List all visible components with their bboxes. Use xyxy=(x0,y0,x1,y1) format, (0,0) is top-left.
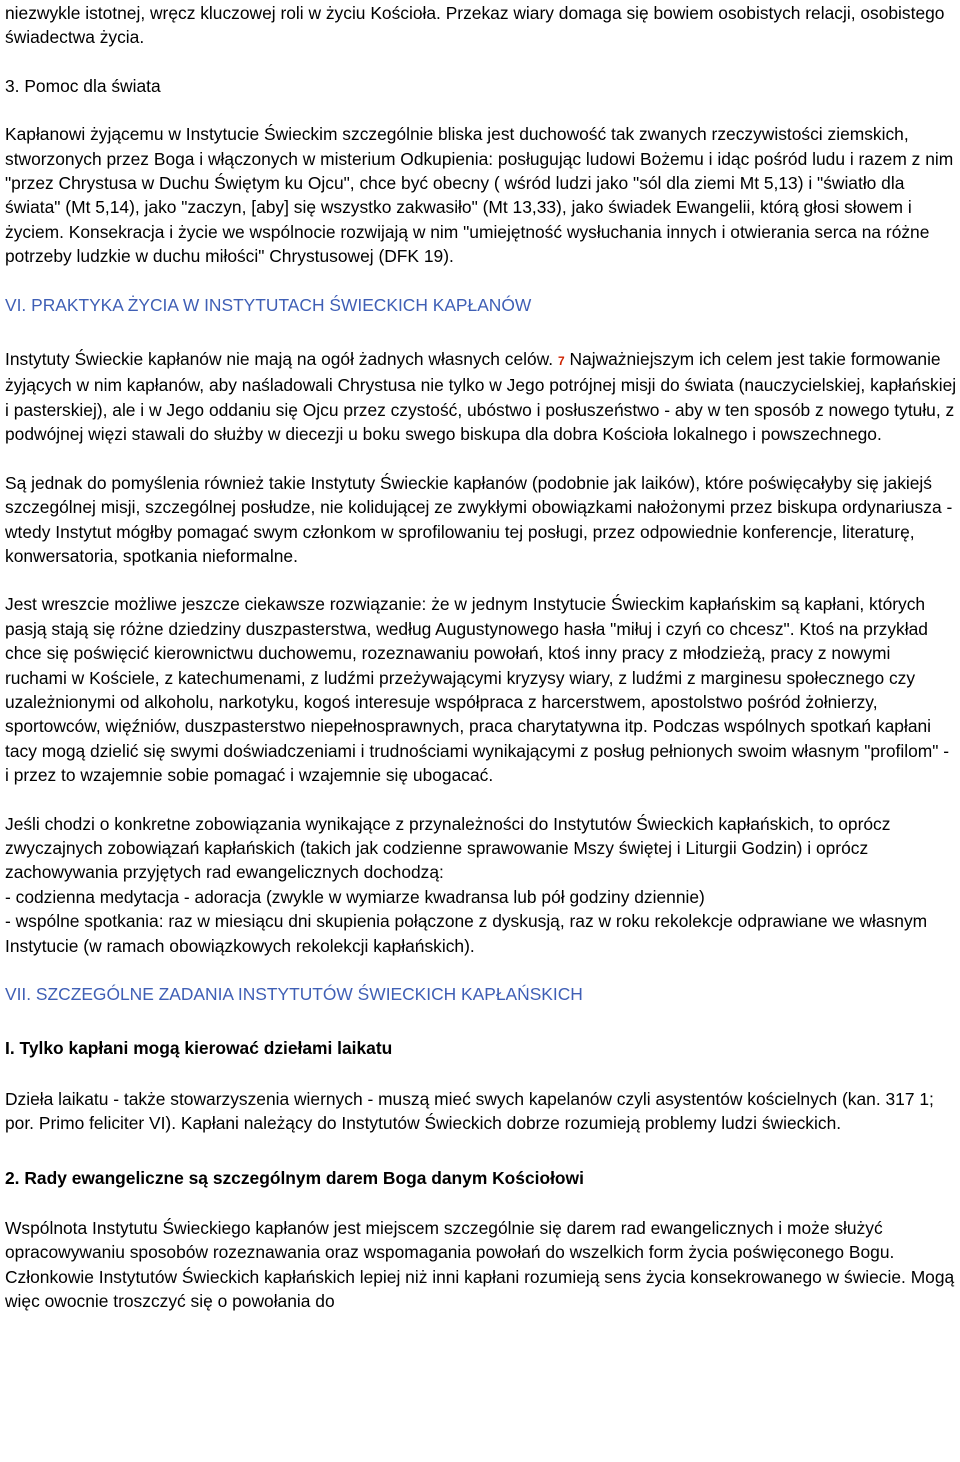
heading-pomoc-dla-swiata: 3. Pomoc dla świata xyxy=(5,75,161,96)
list-item: - wspólne spotkania: raz w miesiącu dni skupienia połączone z dyskusją, raz w roku rekolekcje odprawiane we własnym Instytucie (w ramach obowiązkowych rekolekcji kapłańskich). xyxy=(5,911,928,956)
paragraph-pomoc: Kapłanowi żyjącemu w Instytucie Świeckim szczególnie bliska jest duchowość tak zwanych rzeczywistości ziemskich, stworzonych przez Boga i włączonych w misterium Odkupienia: posługując ludowi Bożemu i idąc pośród ludu i razem z nim "przez Chrystusa w Duchu Świętym ku Ojcu", chce być obecny ( wśród ludzi jako "sól dla ziemi Mt 5,13) i "światło dla świata" (Mt 5,14), jako "zaczyn, [aby] się wszystko zakwasiło" (Mt 13,33), jako świadek Ewangelii, którą głosi słowem i życiem. Konsekracja i życie we wspólnocie rozwijają w nim "umiejętność wysłuchania innych i otwierania serca na różne potrzeby ludzkie w duchu miłości" Chrystusowej (DFK 19). xyxy=(5,124,954,267)
heading-vii-1: I. Tylko kapłani mogą kierować dziełami laikatu xyxy=(5,1038,393,1059)
list-item: - codzienna medytacja - adoracja (zwykle w wymiarze kwadransa lub pół godziny dziennie) xyxy=(5,886,705,907)
paragraph-vi-1-end: Najważniejszym ich celem jest takie formowanie żyjących w nim kapłanów, aby naśladowali Chrystusa nie tylko w Jego potrójnej misji do świata (nauczycielskiej, kapłańskiej i pasterskiej), ale i w Jego oddaniu się Ojcu przez czystość, ubóstwo i posłuszeństwo - aby w ten sposób z nowego tytułu, z podwójnej więzi stawali do służby w diecezji u boku swego biskupa dla dobra Kościoła lokalnego i powszechnego. xyxy=(5,349,957,445)
paragraph-vii-2: Wspólnota Instytutu Świeckiego kapłanów jest miejscem szczególnie się darem rad ewangelicznych i może służyć opracowywaniu sposobów rozeznawania oraz wspomagania powołań do wszelkich form życia poświęconego Bogu. Członkowie Instytutów Świeckich kapłańskich lepiej niż inni kapłani rozumieją sens życia konsekrowanego w świecie. Mogą więc owocnie troszczyć się o powołania do xyxy=(5,1218,955,1312)
paragraph-vi-1 xyxy=(5,347,957,447)
paragraph-vi-2: Są jednak do pomyślenia również takie Instytuty Świeckie kapłanów (podobnie jak laików), które poświęcałyby się jakiejś szczególnej misji, szczególnej posłudze, nie kolidującej ze zwykłymi obowiązkami nałożonymi przez biskupa ordynariusza - wtedy Instytut mógłby pomagać swym członkom w sprofilowaniu tej posługi, przez odpowiednie konferencje, literaturę, konwersatoria, spotkania nieformalne. xyxy=(5,472,953,566)
section-title-vii: VII. SZCZEGÓLNE ZADANIA INSTYTUTÓW ŚWIECKICH KAPŁAŃSKICH xyxy=(5,984,583,1004)
document-page xyxy=(5,0,957,1314)
paragraph-vii-1: Dzieła laikatu - także stowarzyszenia wiernych - muszą mieć swych kapelanów czyli asystentów kościelnych (kan. 317 1; por. Primo feliciter VI). Kapłani należący do Instytutów Świeckich dobrze rozumieją problemy ludzi świeckich. xyxy=(5,1088,934,1134)
section-title-vi: VI. PRAKTYKA ŻYCIA W INSTYTUTACH ŚWIECKICH KAPŁANÓW xyxy=(5,294,532,315)
paragraph-vi-3: Jest wreszcie możliwe jeszcze ciekawsze rozwiązanie: że w jednym Instytucie Świeckim kapłańskim są kapłani, których pasją stają się różne dziedziny duszpasterstwa, według Augustynowego hasła "miłuj i czyń co chcesz". Ktoś na przykład chce się poświęcić kierownictwu duchowemu, rozeznawaniu powołań, ktoś inny pracy z młodzieżą, pracy z nowymi ruchami w Kościele, z katechumenami, z ludźmi przeżywającymi kryzysy wiary, z ludźmi z marginesu społecznego czy uzależnionymi od alkoholu, narkotyku, kogoś interesuje współpraca z harcerstwem, apostolstwo pośród żołnierzy, sportowców, więźniów, duszpasterstwo niepełnosprawnych, praca charytatywna itp. Podczas wspólnych spotkań kapłani tacy mogą dzielić się swymi doświadczeniami i trudnościami wynikającymi z posług pełnionych swoim własnym "profilom" - i przez to wzajemnie sobie pomagać i wzajemnie się ubogacać. xyxy=(5,594,950,786)
heading-vii-2: 2. Rady ewangeliczne są szczególnym darem Boga danym Kościołowi xyxy=(5,1167,584,1188)
intro-paragraph: niezwykle istotnej, wręcz kluczowej roli w życiu Kościoła. Przekaz wiary domaga się bowiem osobistych relacji, osobistego świadectwa życia. xyxy=(5,3,945,48)
paragraph-vi-4: Jeśli chodzi o konkretne zobowiązania wynikające z przynależności do Instytutów Świeckich kapłańskich, to oprócz zwyczajnych zobowiązań kapłańskich (takich jak codzienne sprawowanie Mszy świętej i Liturgii Godzin) i oprócz zachowywania przyjętych rad ewangelicznych dochodzą: xyxy=(5,813,891,883)
footnote-marker[interactable]: 7 xyxy=(557,354,565,369)
paragraph-vi-1-start: Instytuty Świeckie kapłanów nie mają na ogół żadnych własnych celów. xyxy=(5,349,554,370)
